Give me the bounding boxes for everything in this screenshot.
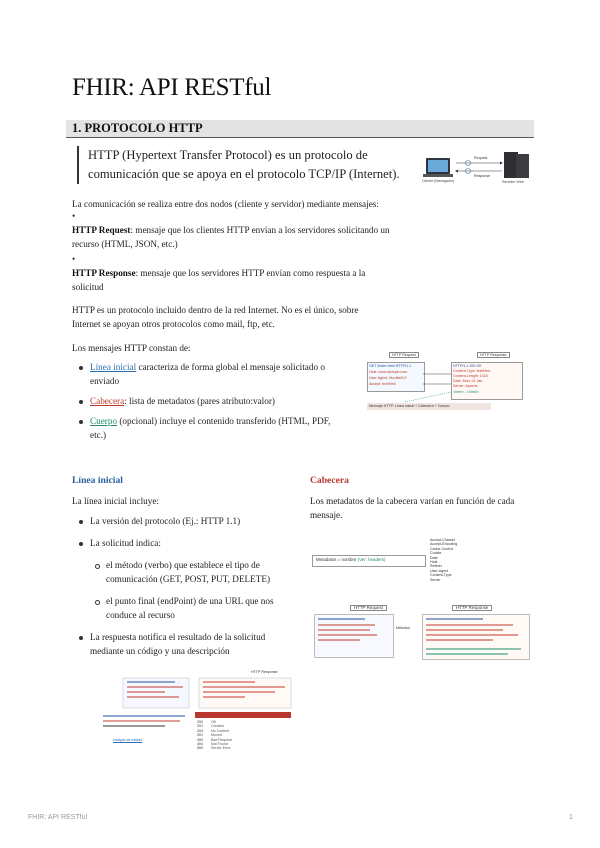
status-code-7: 500 (197, 746, 203, 751)
headers-request-title: HTTP Request (350, 605, 387, 611)
request-tag: Request (474, 156, 488, 160)
network-figure (422, 147, 534, 187)
sub-item-endpoint (90, 594, 299, 622)
headers-left-label: Métodos (396, 626, 410, 630)
header-name-9: Content-Type (430, 573, 452, 578)
header-name-2: Accept-Encoding (430, 542, 458, 547)
sub-item-metodo (90, 558, 299, 586)
headers-request-lines (315, 615, 393, 657)
linea-inicial-heading: Línea inicial (72, 475, 123, 486)
linea-item-solicitud-text: La solicitud indica: (90, 538, 161, 548)
http-response-label: HTTP Response (72, 268, 136, 278)
fig-response-line-5: Server: Apache (453, 384, 478, 388)
response-tag: Response (474, 174, 491, 178)
status-text-5: Bad Request (211, 737, 232, 742)
headers-figure (310, 536, 532, 660)
headers-request-box (314, 614, 394, 658)
laptop-display (428, 160, 448, 172)
headers-response-box (422, 614, 530, 660)
linea-item-respuesta-text: La respuesta notifica el resultado de la solicitud mediante un código y una descripción (90, 632, 266, 656)
status-code-2: 201 (197, 724, 203, 729)
part-cuerpo (74, 414, 344, 442)
status-code-1: 200 (197, 720, 203, 724)
fig-caption-bar (367, 403, 491, 410)
header-name-6: Host (430, 560, 438, 565)
part-cabecera-text: : lista de metadatos (pares atributo:valor) (124, 396, 275, 406)
link-linea-inicial[interactable]: Línea inicial (90, 362, 137, 372)
header-name-8: User-Agent (430, 568, 449, 573)
fig-request-line-1: GET /index.html HTTP/1.1 (369, 364, 412, 368)
message-structure-figure (365, 350, 525, 412)
fig-request-title: HTTP Request (389, 352, 419, 358)
status-fig-title: HTTP Response (251, 670, 278, 674)
bullet-icon (79, 542, 83, 546)
header-name-4: Cookie (430, 551, 442, 556)
status-text-7: Server Error (211, 746, 231, 751)
header-name-3: Cache-Control (430, 546, 454, 551)
sub-item-endpoint-text: el punto final (endPoint) de una URL que nos conduce al recurso (106, 596, 274, 620)
linea-item-version-text: La versión del protocolo (Ej.: HTTP 1.1) (90, 516, 241, 526)
status-code-column (197, 720, 203, 751)
status-code-6: 404 (197, 742, 203, 747)
http-response-text: : mensaje que los servidores HTTP envían como respuesta a la solicitud (72, 268, 366, 292)
messages-intro: Los mensajes HTTP constan de: (72, 343, 191, 353)
fig-response-title: HTTP Response (477, 352, 510, 358)
fig-request-line-2: Host: www.ejemplo.com (369, 370, 408, 374)
http-request-paragraph (72, 223, 407, 251)
fig-response-line-6: <html>...</html> (453, 390, 479, 394)
status-code-5: 400 (197, 737, 203, 742)
status-table-header (195, 712, 291, 718)
part-linea-inicial (74, 360, 344, 388)
headers-label (316, 558, 385, 562)
status-text-2: Created (211, 724, 224, 729)
headers-label-box (312, 555, 426, 567)
fig-response-line-3: Content-Length: 1024 (453, 374, 488, 378)
fig-connector-dashed (405, 392, 451, 402)
status-code-4: 301 (197, 733, 203, 738)
header-name-5: Date (430, 555, 438, 560)
fig-response-line-2: Content-Type: text/html (453, 369, 491, 373)
status-figure (95, 668, 295, 758)
fig-bottom-caption: Mensaje HTTP: Línea inicial + Cabecera + Cuerpo (369, 404, 450, 408)
fig-response-line-4: Date: Mon, 01 Jan (453, 379, 483, 383)
response-arrowhead-icon (455, 170, 458, 173)
section-heading-bar (66, 120, 534, 138)
linea-inicial-intro: La línea inicial incluye: (72, 496, 159, 506)
bullet-icon (79, 420, 83, 424)
page-title: FHIR: API RESTful (72, 74, 272, 101)
linea-item-version (74, 514, 299, 528)
server-tower-icon (504, 152, 518, 178)
http-request-label: HTTP Request (72, 225, 131, 235)
part-cuerpo-text: (opcional) incluye el contenido transferido (HTML, PDF, etc.) (90, 416, 331, 440)
server-caption: Servidor Web (502, 180, 524, 184)
status-fig-drawing (95, 668, 295, 758)
link-cabecera[interactable]: Cabecera (90, 396, 125, 406)
header-name-1: Accept-Charset (430, 538, 455, 542)
client-caption: Cliente (Navegador) (422, 179, 455, 183)
status-text-3: No Content (211, 728, 230, 733)
status-codes-link[interactable]: códigos de estado (113, 738, 143, 742)
bullet-icon (79, 636, 83, 640)
laptop-base-icon (423, 174, 453, 177)
ring-bullet-icon (95, 564, 100, 569)
sub-item-metodo-text: el método (verbo) que establece el tipo de comunicación (GET, POST, PUT, DELETE) (106, 560, 271, 584)
status-code-3: 204 (197, 728, 203, 733)
headers-name-list (430, 538, 530, 582)
status-text-6: Not Found (211, 742, 228, 747)
http-request-text: : mensaje que los clientes HTTP envían a los servidores solicitando un recurso (HTML, JSON, etc.) (72, 225, 390, 249)
http-response-paragraph (72, 266, 392, 294)
ring-bullet-icon (95, 600, 100, 605)
section-heading: 1. PROTOCOLO HTTP (72, 121, 203, 135)
linea-item-respuesta (74, 630, 299, 658)
headers-response-title: HTTP Response (452, 605, 492, 611)
cabecera-text: Los metadatos de la cabecera varían en función de cada mensaje. (310, 496, 515, 520)
fig-response-line-1: HTTP/1.1 200 OK (453, 364, 482, 368)
internet-paragraph: HTTP es un protocolo incluido dentro de la red Internet. No es el único, sobre Internet se apoyan otros protocolos como mail, ftp, etc. (72, 305, 359, 329)
bullet-icon (79, 400, 83, 404)
linea-item-solicitud (74, 536, 299, 622)
status-text-1: OK (211, 720, 217, 724)
bullet-icon (79, 520, 83, 524)
footer-page-number: 1 (569, 814, 573, 821)
part-cabecera (74, 394, 344, 408)
bullet-mark-1: • (72, 211, 76, 221)
solicitud-sublist (90, 558, 299, 622)
bullet-mark-2: • (72, 254, 76, 264)
communication-intro: La comunicación se realiza entre dos nodos (cliente y servidor) mediante mensajes: (72, 199, 379, 209)
header-name-7: Referer (430, 564, 442, 569)
status-text-column (211, 720, 232, 751)
part-linea-inicial-text: caracteriza de forma global el mensaje solicitado o enviado (90, 362, 325, 386)
fig-request-line-3: User-Agent: Mozilla/5.0 (369, 376, 407, 380)
server-tower-2-icon (516, 154, 529, 178)
fig-request-line-4: Accept: text/html (369, 382, 396, 386)
headers-highlight: (Ver: headers) (357, 557, 386, 562)
linea-inicial-list (74, 514, 299, 658)
link-cuerpo[interactable]: Cuerpo (90, 416, 118, 426)
cabecera-heading: Cabecera (310, 475, 349, 486)
bullet-icon (79, 366, 83, 370)
header-name-10: Server (430, 577, 441, 582)
headers-label-text: Metadatos = nombre (316, 557, 357, 562)
headers-response-lines (423, 615, 529, 659)
footer-title: FHIR: API RESTful (28, 814, 88, 821)
request-arrowhead-icon (500, 162, 503, 165)
message-parts-list (74, 360, 344, 442)
definition-quote: HTTP (Hypertext Transfer Protocol) es un protocolo de comunicación que se apoya en el protocolo TCP/IP (Internet). (77, 146, 418, 184)
status-text-4: Moved (211, 733, 222, 738)
